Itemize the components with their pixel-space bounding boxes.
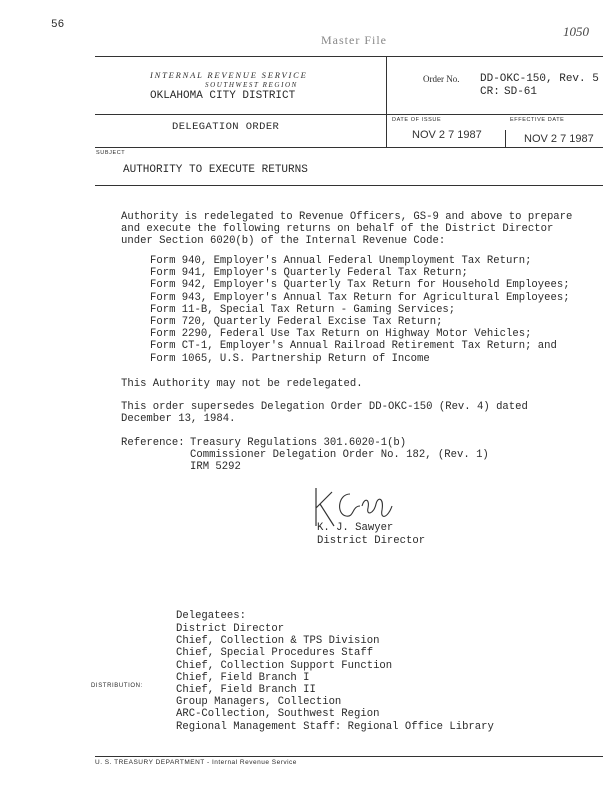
list-item: District Director [176,623,285,635]
list-item: Regional Management Staff: Regional Office Library [176,720,494,733]
effective-date-label: EFFECTIVE DATE [510,117,565,123]
region-name: SOUTHWEST REGION [205,81,298,89]
list-item: Chief, Field Branch II [176,684,316,697]
subject-label: SUBJECT [96,150,126,156]
cr-label: CR: [480,86,500,98]
list-item: Form 943, Employer's Annual Tax Return for Agricultural Employees; [150,291,570,304]
page-number: 56 [51,19,65,31]
subject-rule [95,185,603,186]
list-item: Chief, Field Branch I [176,671,310,684]
district-name: OKLAHOMA CITY DISTRICT [150,90,296,102]
header-top-rule [95,56,603,57]
supersedes-line: This order supersedes Delegation Order DD-OKC-150 (Rev. 4) dated [121,401,528,413]
master-file-stamp: Master File [321,33,387,47]
agency-name: INTERNAL REVENUE SERVICE [150,70,308,80]
list-item: Form 941, Employer's Quarterly Federal Tax Return; [150,267,468,280]
handwritten-page-mark: 1050 [563,24,589,39]
forms-list [150,255,570,365]
list-item: ARC-Collection, Southwest Region [176,708,380,721]
footer-left: U. S. TREASURY DEPARTMENT - Internal Revenue Service [95,759,297,766]
list-item: Group Managers, Collection [176,696,342,709]
intro-line: and execute the following returns on behalf of the District Director [121,223,554,236]
list-item: Form 940, Employer's Annual Federal Unemployment Tax Return; [150,255,532,267]
no-redelegate-statement: This Authority may not be redelegated. [121,378,363,390]
supersedes-paragraph [121,401,528,425]
reference-list [190,437,489,474]
signer-name: K. J. Sawyer [317,522,394,534]
header-vertical-divider [386,56,387,147]
delegatees-label: Delegatees: [176,610,246,622]
header-bottom-rule [95,147,603,148]
effective-date-stamp: NOV 2 7 1987 [524,133,594,145]
distribution-label: DISTRIBUTION: [91,683,143,689]
reference-item: IRM 5292 [190,461,241,474]
signer-title: District Director [317,535,426,547]
doc-type: DELEGATION ORDER [172,121,280,133]
list-item: Form 942, Employer's Quarterly Tax Return for Household Employees; [150,279,570,292]
intro-paragraph [121,211,572,248]
header-middle-rule [95,114,603,115]
list-item: Form 720, Quarterly Federal Excise Tax Return; [150,316,443,329]
supersedes-line: December 13, 1984. [121,413,236,426]
order-no-label: Order No. [423,74,460,84]
reference-item: Treasury Regulations 301.6020-1(b) [190,437,407,449]
date-divider [505,130,506,147]
list-item: Chief, Special Procedures Staff [176,647,374,660]
cr-value: SD-61 [504,86,538,98]
list-item: Form 11-B, Special Tax Return - Gaming Services; [150,303,456,316]
intro-line: Authority is redelegated to Revenue Officers, GS-9 and above to prepare [121,211,573,223]
list-item: Form 1065, U.S. Partnership Return of Income [150,352,430,365]
distribution-list [176,623,494,733]
reference-item: Commissioner Delegation Order No. 182, (Rev. 1) [190,449,489,462]
list-item: Chief, Collection & TPS Division [176,635,380,648]
date-of-issue-stamp: NOV 2 7 1987 [412,129,482,141]
date-of-issue-label: DATE OF ISSUE [392,117,442,123]
list-item: Form CT-1, Employer's Annual Railroad Retirement Tax Return; and [150,340,557,353]
list-item: Chief, Collection Support Function [176,659,393,672]
footer-rule [95,756,603,757]
intro-line: under Section 6020(b) of the Internal Revenue Code: [121,235,446,248]
reference-label: Reference: [121,437,185,449]
list-item: Form 2290, Federal Use Tax Return on Highway Motor Vehicles; [150,328,532,341]
order-no-value: DD-OKC-150, Rev. 5 [480,73,599,85]
subject-value: AUTHORITY TO EXECUTE RETURNS [123,164,308,176]
